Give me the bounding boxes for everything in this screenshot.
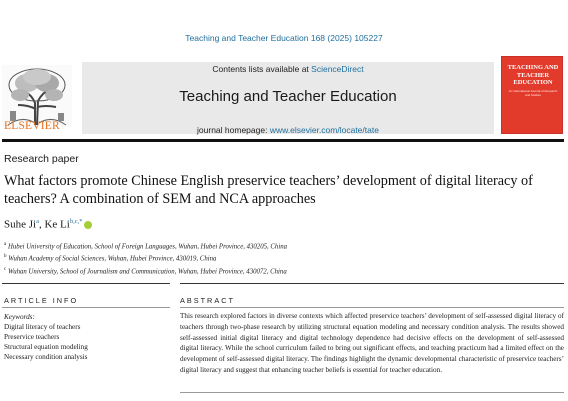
author-name[interactable]: Ke Li bbox=[44, 218, 70, 231]
abstract-heading: ABSTRACT bbox=[180, 296, 235, 305]
header-divider bbox=[2, 139, 564, 142]
affiliation-text: Wuhan University, School of Journalism and Communication, Wuhan, Hubei Province, 430072, China bbox=[7, 267, 287, 275]
publisher-name[interactable]: ELSEVIER bbox=[4, 120, 60, 132]
homepage-link[interactable]: www.elsevier.com/locate/tate bbox=[269, 125, 379, 135]
author-name[interactable]: Suhe Ji bbox=[4, 218, 37, 231]
sciencedirect-link[interactable]: ScienceDirect bbox=[311, 64, 364, 74]
keywords-title: Keywords: bbox=[4, 313, 35, 321]
author-separator: , bbox=[38, 218, 45, 231]
homepage-line bbox=[82, 125, 494, 135]
cover-title: TEACHING AND TEACHER EDUCATION bbox=[507, 64, 559, 86]
contents-prefix: Contents lists available at bbox=[212, 64, 312, 74]
cover-subtitle: An International Journal of Research and Studies bbox=[508, 89, 558, 97]
keywords-block bbox=[4, 312, 88, 362]
abstract-bottom-divider bbox=[180, 392, 564, 393]
homepage-prefix: journal homepage: bbox=[197, 125, 270, 135]
keyword-item: Structural equation modeling bbox=[4, 343, 88, 351]
article-info-heading: ARTICLE INFO bbox=[4, 296, 79, 305]
abstract-subdivider bbox=[180, 307, 564, 308]
journal-name: Teaching and Teacher Education bbox=[179, 88, 397, 105]
affiliation-text: Hubei University of Education, School of Foreign Languages, Wuhan, Hubei Province, 430205, China bbox=[7, 243, 288, 251]
keyword-item: Digital literacy of teachers bbox=[4, 323, 81, 331]
affiliation-sup: b bbox=[4, 254, 7, 260]
affiliation-text: Wuhan Academy of Social Sciences, Wuhan, Hubei Province, 430019, China bbox=[8, 255, 217, 263]
affiliation-marker[interactable]: b,c,* bbox=[69, 218, 83, 225]
keyword-item: Necessary condition analysis bbox=[4, 353, 88, 361]
abstract-text: This research explored factors in diverse contexts which affected preservice teachers’ development of self-assessed digital literacy of teachers through two-phase research by utilizing structural equation modeling and necessary condition analysis. The results showed self-assessed initial digital literacy and digital technology dependence had decisive effects on the development of self-assessed digital literacy. While the school curriculum failed to bring out significant effects, and teaching practicum had a limited effect on the development of self-assessed digital literacy. The findings highlight the dynamic developmental characteristic of preservice teachers’ digital literacy and suggest that enhancing teacher beliefs is essential for teacher education. bbox=[180, 312, 564, 374]
journal-cover-image[interactable] bbox=[501, 56, 563, 134]
affiliation-sup: a bbox=[4, 242, 7, 247]
affiliation-marker[interactable]: a bbox=[36, 218, 39, 225]
journal-citation[interactable]: Teaching and Teacher Education 168 (2025) 105227 bbox=[185, 33, 383, 43]
keyword-item: Preservice teachers bbox=[4, 333, 60, 341]
author-list bbox=[4, 218, 92, 231]
contents-line bbox=[82, 64, 494, 74]
affiliation-sup: c bbox=[4, 266, 7, 272]
article-title: What factors promote Chinese English preservice teachers’ development of digital literacy of teachers? A combination of SEM and NCA approaches bbox=[4, 173, 533, 207]
affiliations bbox=[4, 240, 287, 277]
affiliation-item bbox=[4, 265, 287, 277]
affiliation-item bbox=[4, 240, 287, 252]
info-subdivider bbox=[2, 307, 170, 308]
info-divider bbox=[2, 283, 170, 284]
abstract-divider bbox=[180, 283, 564, 284]
affiliation-item bbox=[4, 252, 287, 264]
orcid-icon[interactable] bbox=[84, 221, 92, 229]
journal-banner bbox=[2, 56, 564, 136]
journal-header-box bbox=[82, 62, 494, 134]
article-type: Research paper bbox=[4, 153, 79, 165]
